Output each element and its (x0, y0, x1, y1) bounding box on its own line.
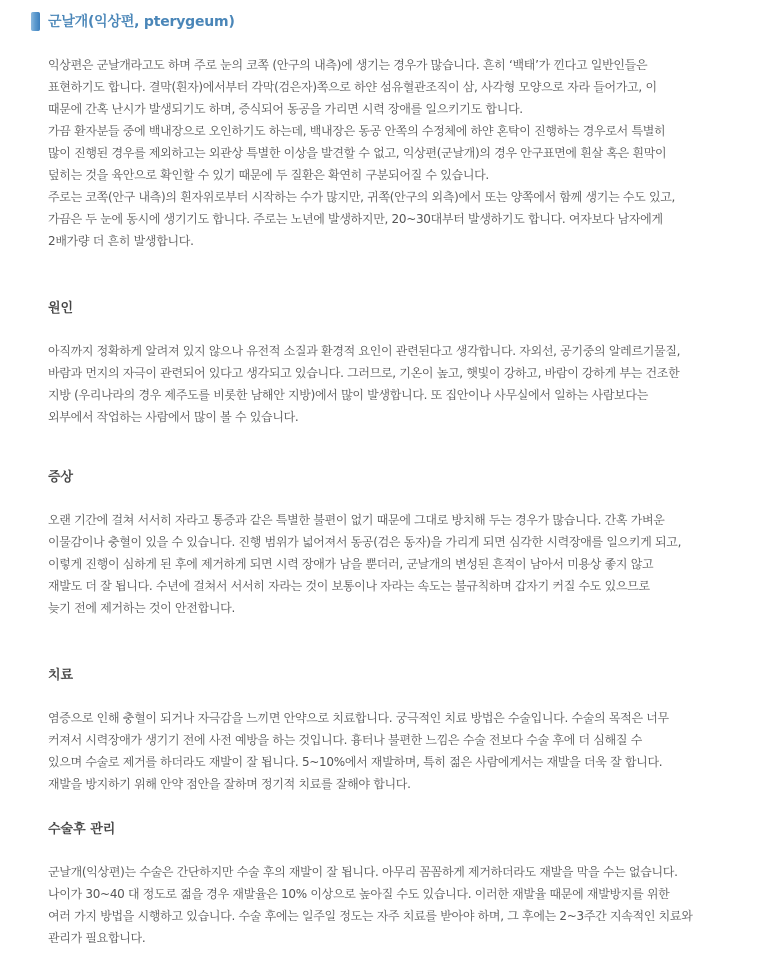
intro-line: 덮히는 것을 육안으로 확인할 수 있기 때문에 두 질환은 확연히 구분되어질 수 있습니다. (48, 168, 489, 182)
cause-paragraph (48, 340, 728, 428)
intro-paragraph (48, 54, 728, 252)
intro-line: 때문에 간혹 난시가 발생되기도 하며, 증식되어 동공을 가리면 시력 장애를 일으키기도 합니다. (48, 102, 523, 116)
cause-line: 외부에서 작업하는 사람에서 많이 볼 수 있습니다. (48, 410, 299, 424)
aftercare-line: 나이가 30~40 대 정도로 젊을 경우 재발율은 10% 이상으로 높아질 수도 있습니다. 이러한 재발율 때문에 재발방지를 위한 (48, 887, 670, 901)
symptom-line: 늦기 전에 제거하는 것이 안전합니다. (48, 601, 235, 615)
treatment-line: 염증으로 인해 충혈이 되거나 자극감을 느끼면 안약으로 치료합니다. 궁극적인 치료 방법은 수술입니다. 수술의 목적은 너무 (48, 711, 669, 725)
intro-line: 2배가량 더 흔히 발생합니다. (48, 234, 194, 248)
treatment-paragraph (48, 707, 728, 795)
intro-line: 가끔 환자분들 중에 백내장으로 오인하기도 하는데, 백내장은 동공 안쪽의 수정체에 하얀 혼탁이 진행하는 경우로서 특별히 (48, 124, 666, 138)
cause-line: 아직까지 정확하게 알려져 있지 않으나 유전적 소질과 환경적 요인이 관련된다고 생각합니다. 자외선, 공기중의 알레르기물질, (48, 344, 681, 358)
intro-line: 표현하기도 합니다. 결막(흰자)에서부터 각막(검은자)쪽으로 하얀 섬유혈관조직이 삼, 사각형 모양으로 자라 들어가고, 이 (48, 80, 657, 94)
section-heading-aftercare: 수술후 관리 (48, 822, 116, 837)
intro-line: 주로는 코쪽(안구 내측)의 흰자위로부터 시작하는 수가 많지만, 귀쪽(안구의 외측)에서 또는 양쪽에서 함께 생기는 수도 있고, (48, 190, 676, 204)
treatment-line: 재발을 방지하기 위해 안약 점안을 잘하며 정기적 치료를 잘해야 합니다. (48, 777, 411, 791)
page-title: 군날개(익상편, pterygeum) (48, 14, 235, 30)
section-heading-cause: 원인 (48, 301, 74, 316)
intro-line: 가끔은 두 눈에 동시에 생기기도 합니다. 주로는 노년에 발생하지만, 20~30대부터 발생하기도 합니다. 여자보다 남자에게 (48, 212, 663, 226)
symptom-line: 오랜 기간에 걸쳐 서서히 자라고 통증과 같은 특별한 불편이 없기 때문에 그대로 방치해 두는 경우가 많습니다. 간혹 가벼운 (48, 513, 665, 527)
section-heading-treatment: 치료 (48, 668, 74, 683)
aftercare-line: 여러 가지 방법을 시행하고 있습니다. 수술 후에는 일주일 정도는 자주 치료를 받아야 하며, 그 후에는 2~3주간 지속적인 치료와 (48, 909, 693, 923)
aftercare-paragraph (48, 861, 728, 949)
cause-line: 바람과 먼지의 자극이 관련되어 있다고 생각되고 있습니다. 그러므로, 기온이 높고, 햇빛이 강하고, 바람이 강하게 부는 건조한 (48, 366, 680, 380)
symptom-line: 재발도 더 잘 됩니다. 수년에 걸쳐서 서서히 자라는 것이 보통이나 자라는 속도는 불규칙하며 갑자기 커질 수도 있으므로 (48, 579, 650, 593)
symptom-paragraph (48, 509, 728, 619)
intro-line: 많이 진행된 경우를 제외하고는 외관상 특별한 이상을 발견할 수 없고, 익상편(군날개)의 경우 안구표면에 흰살 혹은 흰막이 (48, 146, 667, 160)
title-row (31, 11, 235, 31)
aftercare-line: 군날개(익상편)는 수술은 간단하지만 수술 후의 재발이 잘 됩니다. 아무리 꼼꼼하게 제거하더라도 재발을 막을 수는 없습니다. (48, 865, 678, 879)
title-bar-icon (31, 12, 40, 31)
aftercare-line: 관리가 필요합니다. (48, 931, 146, 945)
intro-line: 익상편은 군날개라고도 하며 주로 눈의 코쪽 (안구의 내측)에 생기는 경우가 많습니다. 흔히 ‘백태’가 낀다고 일반인들은 (48, 58, 648, 72)
symptom-line: 이렇게 진행이 심하게 된 후에 제거하게 되면 시력 장애가 남을 뿐더러, 군날개의 변성된 흔적이 남아서 미용상 좋지 않고 (48, 557, 654, 571)
treatment-line: 커져서 시력장애가 생기기 전에 사전 예방을 하는 것입니다. 흉터나 불편한 느낌은 수술 전보다 수술 후에 더 심해질 수 (48, 733, 642, 747)
symptom-line: 이물감이나 충혈이 있을 수 있습니다. 진행 범위가 넓어져서 동공(검은 동자)을 가리게 되면 심각한 시력장애를 일으키게 되고, (48, 535, 682, 549)
cause-line: 지방 (우리나라의 경우 제주도를 비롯한 남해안 지방)에서 많이 발생합니다. 또 집안이나 사무실에서 일하는 사람보다는 (48, 388, 648, 402)
treatment-line: 있으며 수술로 제거를 하더라도 재발이 잘 됩니다. 5~10%에서 재발하며, 특히 젊은 사람에게서는 재발을 더욱 잘 합니다. (48, 755, 663, 769)
section-heading-symptom: 증상 (48, 470, 74, 485)
